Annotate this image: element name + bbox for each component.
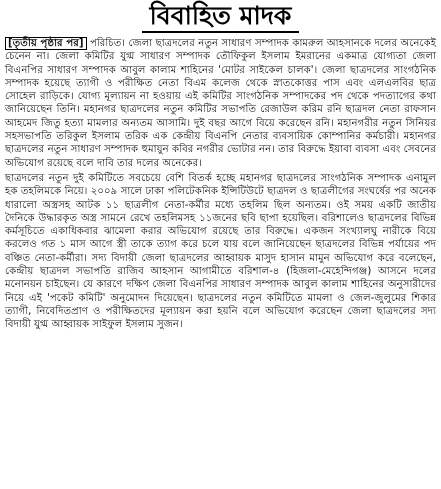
article-paragraph-1 bbox=[5, 37, 436, 170]
headline-container bbox=[0, 0, 441, 34]
paragraph-1-text: পরিচিত। জেলা ছাত্রদলের নতুন সাধারণ সম্পাদক কামরুল আহসানকে দলের অনেকেই চেনেন না। জেলা কমিটির যুগ্ম সাধারণ সম্পাদক তৌফিকুল ইসলাম ইমরানের একমাত্র যোগ্যতা জেলা বিএনপির সাধারণ সম্পাদক আবুল কালাম শাহিনের 'মোটর সাইকেল চালক'। জেলা ছাত্রদলের সাংগঠনিক সম্পাদক হয়েছে ত্যাগী ও পরীক্ষিত নেতা বিএম কলেজ থেকে স্নাতকোত্তর পাস এবং এলএলবির ছাত্র সোহেল রাড়িকে। যোগ্য মূল্যায়ন না হওয়ায় এই কমিটির সাংগঠনিক সম্পাদকের পদ থেকে পদত্যাগের কথা জানিয়েছেন তিনি। মহানগর ছাত্রদলের নতুন কমিটির সভাপতি রেজাউল করিম রনি ছাত্রদল নেতা রাফসান আহমেদ জিতু হত্যা মামলার অন্যতম আসামি। দুই বছর আগে বিয়ে করেছেন রনি। মহানগরীর নতুন সিনিয়র সহসভাপতি তরিকুল ইসলাম তরিক এক কেন্দ্রীয় বিএনপি নেতার ব্যবসায়িক কোম্পানির কর্মচারী। মহানগর ছাত্রদলের নতুন সাধারণ সম্পাদক হুমায়ুন কবির নগরীর ভোটার নন। তার বিরুদ্ধে ইয়াবা ব্যবসা এবং সেবনের অভিযোগ রয়েছে বলে দাবি তার দলের অনেকের। bbox=[5, 38, 436, 169]
article-body bbox=[5, 37, 436, 332]
paragraph-2-text: ছাত্রদলের নতুন দুই কমিটিতে সবচেয়ে বেশি বিতর্ক হচ্ছে মহানগর ছাত্রদলের সাংগঠনিক সম্পাদক এনামুল হক তহলিমকে নিয়ে। ২০০৯ সালে ঢাকা পলিটেকনিক ইন্সিটিউটে ছাত্রদল ও ছাত্রলীগের সংঘর্ষের পর অনেক ধারালো অস্ত্রসহ আটক ১১ ছাত্রলীগ নেতা-কর্মীর মধ্যে তহলিম ছিল অন্যতম। ওই সময় একটি জাতীয় দৈনিকে উদ্ধারকৃত অস্ত্র সামনে রেখে তহলিমসহ ১১জনের ছবি ছাপা হয়েছিল। বরিশালেও ছাত্রদলের বিভিন্ন কর্মসূচিতে একাধিকবার ঝামেলা করার অভিযোগ রয়েছে তার বিরুদ্ধে। একজন সংখ্যালঘু নারীকে বিয়ে করলেও গত ১ মাস আগে স্ত্রী তাকে ত্যাগ করে চলে যায় বলে জানিয়েছেন ছাত্রদলের বিভিন্ন পর্যায়ের পদ বঞ্চিত নেতা-কর্মীরা। সদ্য বিদায়ী জেলা ছাত্রদলের আহ্বায়ক মাসুদ হাসান মামুন অভিযোগ করে বলেছেন, কেন্দ্রীয় ছাত্রদল সভাপতি রাজিব আহসান আগামীতে বরিশাল-৪ (হিজলা-মেহেন্দিগঞ্জ) আসনে দলের মনোনয়ন চাইছেন। যে কারণে দক্ষিণ জেলা বিএনপির সাধারণ সম্পাদক আবুল কালাম শাহিনের অনুসারীদের নিয়ে এই 'পকেট কমিটি' অনুমোদন দিয়েছেন। ছাত্রদলের নতুন কমিটিতে মামলা ও জেল-জুলুমের শিকার ত্যাগী, নিবেদিতপ্রাণ ও পরীক্ষিতদের মূল্যায়ন করা হয়নি বলে অভিযোগ করেছেন জেলা ছাত্রদলের সদ্য বিদায়ী যুগ্ম আহ্বায়ক সাইফুল ইসলাম সুজন। bbox=[5, 172, 436, 331]
continued-from-marker: [তৃতীয় পৃষ্ঠার পর] bbox=[5, 37, 87, 50]
article-paragraph-2 bbox=[5, 172, 436, 332]
article-headline: বিবাহিত মাদক bbox=[142, 1, 300, 33]
